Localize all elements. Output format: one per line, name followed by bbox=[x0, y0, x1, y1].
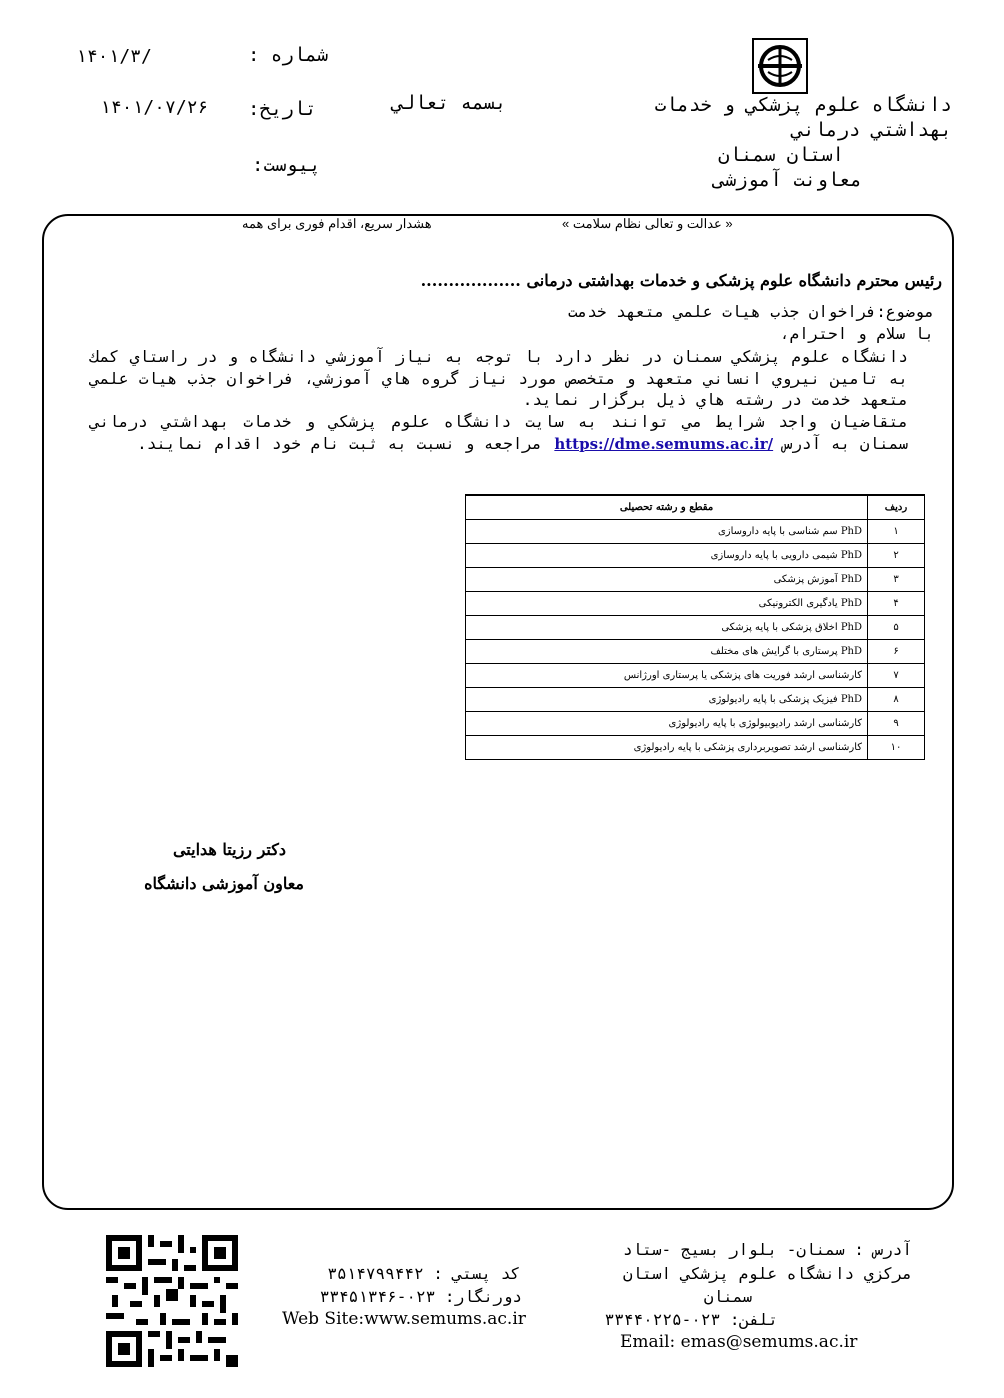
row-field: کارشناسی ارشد تصویربرداری پزشکی با پایه رادیولوژی bbox=[466, 736, 868, 760]
table-row bbox=[466, 688, 925, 712]
row-field: PhD فیزیک پزشکی با پایه رادیولوژی bbox=[466, 688, 868, 712]
table-row bbox=[466, 616, 925, 640]
row-index: ۹ bbox=[868, 712, 925, 736]
table-row bbox=[466, 736, 925, 760]
signatory-name: دکتر رزیتا هدایتی bbox=[172, 840, 286, 859]
addressee: رئیس محترم دانشگاه علوم پزشکی و خدمات بهداشتی درمانی .................. bbox=[420, 271, 942, 290]
slogan-alert: هشدار سریع، اقدام فوری برای همه bbox=[242, 216, 432, 231]
row-field: PhD شیمی دارویی با پایه داروسازی bbox=[466, 544, 868, 568]
body-paragraph-2 bbox=[90, 411, 908, 455]
row-index: ۳ bbox=[868, 568, 925, 592]
website-link[interactable]: https://dme.semums.ac.ir/ bbox=[554, 434, 774, 453]
org-line-1: دانشگاه علوم پزشكي و خدمات bbox=[654, 94, 952, 116]
row-index: ۶ bbox=[868, 640, 925, 664]
row-field: PhD اخلاق پزشکی با پایه پزشکی bbox=[466, 616, 868, 640]
table-row bbox=[466, 640, 925, 664]
table-header-row bbox=[466, 495, 925, 520]
email: Email: emas@semums.ac.ir bbox=[620, 1332, 858, 1352]
body-paragraph-1: دانشگاه علوم پزشكي سمنان در نظر دارد با توجه به نياز آموزشي دانشگاه و در راستاي كمك به تامين نيروي انساني متعهد و متخصص مورد نياز گروه هاي آموزشي، فراخوان جذب هيات علمي متعهد خدمت در رشته هاي ذيل برگزار نمايد. bbox=[90, 347, 908, 410]
table-row bbox=[466, 568, 925, 592]
date-label: تاریخ: bbox=[248, 98, 317, 120]
table-row bbox=[466, 592, 925, 616]
qr-code-icon bbox=[106, 1235, 238, 1367]
row-index: ۸ bbox=[868, 688, 925, 712]
slogan-justice: « عدالت و تعالی نظام سلامت » bbox=[562, 216, 733, 231]
row-index: ۱۰ bbox=[868, 736, 925, 760]
paragraph-2-outro: مراجعه و نسبت به ثبت نام خود اقدام نمايند. bbox=[137, 433, 542, 453]
row-field: PhD آموزش پزشکی bbox=[466, 568, 868, 592]
greeting: با سلام و احترام، bbox=[779, 324, 934, 343]
row-index: ۲ bbox=[868, 544, 925, 568]
courses-table bbox=[465, 494, 925, 760]
org-line-2: بهداشتي درماني bbox=[791, 119, 952, 141]
website: Web Site:www.semums.ac.ir bbox=[282, 1309, 526, 1329]
row-field: PhD پرستاری با گرایش های مختلف bbox=[466, 640, 868, 664]
phone: تلفن: ۰۲۳-۳۳۴۴۰۲۲۵ bbox=[604, 1310, 778, 1329]
paragraph-2-intro: متقاضيان واجد شرايط مي توانند به سايت دانشگاه علوم پزشكي و خدمات بهداشتي درماني سمنان به آدرس bbox=[90, 412, 908, 453]
table-row bbox=[466, 520, 925, 544]
attachment-label: پیوست: bbox=[252, 154, 321, 176]
postal-code: كد پستي : ۳۵۱۴۷۹۹۴۴۲ bbox=[327, 1264, 520, 1283]
bismillah: بسمه تعالي bbox=[392, 92, 507, 114]
table-row bbox=[466, 664, 925, 688]
university-emblem-icon bbox=[752, 38, 808, 94]
address-line-1: آدرس : سمنان- بلوار بسيج -ستاد bbox=[623, 1240, 912, 1259]
header-index: ردیف bbox=[868, 495, 925, 520]
fax: دورنگار: ۰۲۳-۳۳۴۵۱۳۴۶ bbox=[319, 1287, 522, 1306]
date-value: ۱۴۰۱/۰۷/۲۶ bbox=[100, 97, 209, 118]
org-line-4: معاونت آموزشی bbox=[713, 169, 862, 191]
subject-line: موضوع:فراخوان جذب هيات علمي متعهد خدمت bbox=[567, 302, 934, 321]
row-index: ۷ bbox=[868, 664, 925, 688]
signatory-title: معاون آموزشی دانشگاه bbox=[144, 874, 304, 893]
row-index: ۱ bbox=[868, 520, 925, 544]
address-line-2: مركزي دانشگاه علوم پزشكي استان bbox=[623, 1264, 912, 1283]
org-line-3: استان سمنان bbox=[718, 144, 844, 166]
row-index: ۴ bbox=[868, 592, 925, 616]
row-field: PhD سم شناسی با پایه داروسازی bbox=[466, 520, 868, 544]
number-value: ۱۴۰۱/۳/ bbox=[76, 46, 152, 67]
header-field: مقطع و رشته تحصیلی bbox=[466, 495, 868, 520]
row-field: کارشناسی ارشد رادیوبیولوژی با پایه رادیولوژی bbox=[466, 712, 868, 736]
table-row bbox=[466, 712, 925, 736]
row-index: ۵ bbox=[868, 616, 925, 640]
address-line-3: سمنان bbox=[703, 1287, 752, 1306]
row-field: کارشناسی ارشد فوریت های پزشکی یا پرستاری اورژانس bbox=[466, 664, 868, 688]
table-row bbox=[466, 544, 925, 568]
row-field: PhD یادگیری الکترونیکی bbox=[466, 592, 868, 616]
number-label: شماره : bbox=[248, 44, 329, 66]
